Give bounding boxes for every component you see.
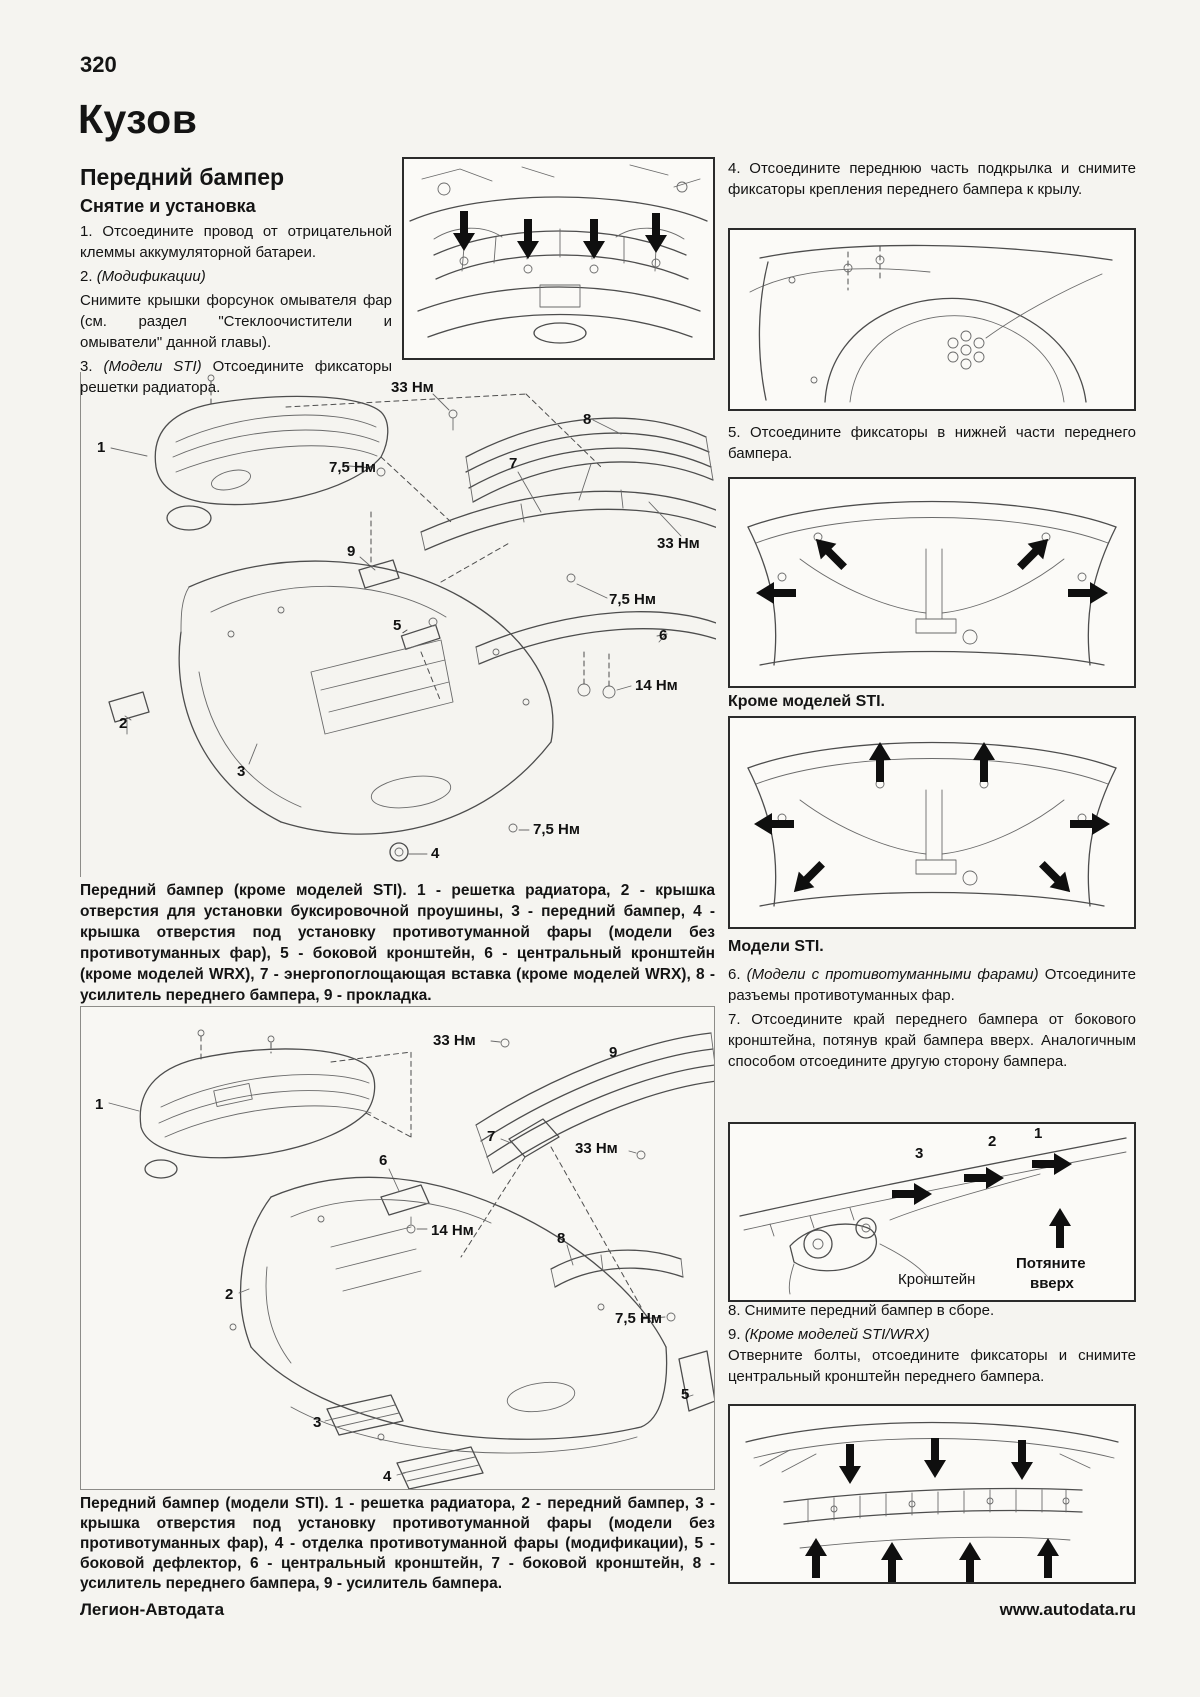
step-6-number: 6. [728, 966, 747, 983]
arrow-number-2: 2 [988, 1133, 997, 1150]
fig2-part-7: 7 [487, 1128, 496, 1145]
step-6-note: (Модели с противотуманными фарами) [746, 966, 1039, 983]
step-2-body: Снимите крышки форсунок омывателя фар (см. раздел "Стеклоочистители и омыватели" данной главы). [80, 292, 392, 351]
intro-column [80, 164, 392, 401]
pull-up-label-1: Потяните [1016, 1255, 1086, 1272]
fig1-torque-75-left: 7,5 Нм [329, 459, 376, 476]
fig2-part-1: 1 [95, 1096, 104, 1113]
step-7: 7. Отсоедините край переднего бампера от бокового кронштейна, потянув край бампера вверх. Аналогичным способом отсоедините другую сторону бампера. [728, 1011, 1136, 1070]
fig1-part-2: 2 [119, 715, 128, 732]
subsection-title: Снятие и установка [80, 196, 256, 216]
chapter-title: Кузов [78, 96, 198, 142]
fig1-part-6: 6 [659, 627, 668, 644]
figure-grille-clips [402, 157, 715, 360]
page-number: 320 [80, 52, 117, 77]
step-9-note: (Кроме моделей STI/WRX) [744, 1326, 930, 1343]
publisher-name: Легион-Автодата [80, 1600, 225, 1619]
fig1-torque-33-right: 33 Нм [657, 535, 700, 552]
fig2-torque-14: 14 Нм [431, 1222, 474, 1239]
fig1-part-1: 1 [97, 439, 106, 456]
figure-lower-clips-non-sti [728, 477, 1136, 688]
page-footer [80, 1600, 1136, 1620]
fig2-part-3: 3 [313, 1414, 322, 1431]
figure-2-caption: Передний бампер (модели STI). 1 - решетка радиатора, 2 - передний бампер, 3 - крышка отверстия под установку противотуманной фары (модели без противотуманных фар), 4 - отделка противотуманной фары (модификации), 5 - боковой дефлектор, 6 - центральный кронштейн, 7 - боковой кронштейн, 8 - усилитель переднего бампера, 9 - усилитель бампера. [80, 1495, 715, 1592]
step-3-note: (Модели STI) [103, 358, 202, 375]
fig1-part-3: 3 [237, 763, 246, 780]
steps-6-7 [728, 964, 1136, 1075]
fig1-part-9: 9 [347, 543, 356, 560]
fig2-part-6: 6 [379, 1152, 388, 1169]
fender-clips-drawing [730, 230, 1134, 409]
step-6 [728, 964, 1136, 1006]
step-9-number: 9. [728, 1326, 745, 1343]
fig2-part-5: 5 [681, 1386, 690, 1403]
lower-clips-sti-drawing [730, 718, 1134, 927]
center-bracket-drawing [730, 1406, 1134, 1582]
fig1-part-5: 5 [393, 617, 402, 634]
step-5: 5. Отсоедините фиксаторы в нижней части переднего бампера. [728, 424, 1136, 462]
lower-clips-non-sti-drawing [730, 479, 1134, 686]
figure-center-bracket [728, 1404, 1136, 1584]
fig2-part-4: 4 [383, 1468, 392, 1485]
website-url: www.autodata.ru [999, 1600, 1136, 1619]
fig2-torque-33-right: 33 Нм [575, 1140, 618, 1157]
fig1-torque-75-bottom: 7,5 Нм [533, 821, 580, 838]
step-4: 4. Отсоедините переднюю часть подкрылка и снимите фиксаторы крепления переднего бампера к крылу. [728, 160, 1136, 198]
fig2-part-2: 2 [225, 1286, 234, 1303]
figure-exploded-sti [80, 1006, 715, 1490]
fig1-torque-14: 14 Нм [635, 677, 678, 694]
fig2-part-8: 8 [557, 1230, 566, 1247]
fig1-part-4: 4 [431, 845, 440, 862]
steps-8-9 [728, 1300, 1136, 1390]
step-1: 1. Отсоедините провод от отрицательной клеммы аккумуляторной батареи. [80, 223, 392, 261]
figure-exploded-non-sti [80, 372, 716, 877]
fig2-torque-33-top: 33 Нм [433, 1032, 476, 1049]
fig2-part-9: 9 [609, 1044, 618, 1061]
exploded-sti-drawing [81, 1007, 714, 1489]
step-2 [80, 266, 392, 287]
clip-cluster [948, 331, 984, 369]
figure-fender-clips [728, 228, 1136, 411]
step-3-number: 3. [80, 358, 104, 375]
arrow-number-1: 1 [1034, 1125, 1043, 1142]
step-3-body: Отсоедините фиксаторы решетки радиатора. [80, 358, 392, 396]
fig1-part-8: 8 [583, 411, 592, 428]
step-6-body: Отсоедините разъемы противотуманных фар. [728, 966, 1136, 1004]
bracket-label: Кронштейн [898, 1271, 976, 1288]
grille-clips-drawing [404, 159, 713, 358]
section-title: Передний бампер [80, 164, 285, 190]
fig1-torque-33-top: 33 Нм [391, 379, 434, 396]
pull-up-label-2: вверх [1030, 1275, 1074, 1292]
step-2-note: (Модификации) [96, 268, 206, 285]
fig1-torque-75-mid: 7,5 Нм [609, 591, 656, 608]
fig2-torque-75: 7,5 Нм [615, 1310, 662, 1327]
step-8: 8. Снимите передний бампер в сборе. [728, 1302, 995, 1319]
fig1-part-7: 7 [509, 455, 518, 472]
figure-1-caption: Передний бампер (кроме моделей STI). 1 - решетка радиатора, 2 - крышка отверстия для установки буксировочной проушины, 3 - передний бампер, 4 - крышка отверстия под установку противотуманной фары (модели без противотуманных фар), 5 - боковой кронштейн, 6 - центральный кронштейн (кроме моделей WRX), 7 - энергопоглощающая вставка (кроме моделей WRX), 8 - усилитель переднего бампера, 9 - прокладка. [80, 882, 715, 1004]
arrow-number-3: 3 [915, 1145, 924, 1162]
figure-lower-clips-sti [728, 716, 1136, 929]
step-9 [728, 1324, 1136, 1387]
step-9-body: Отверните болты, отсоедините фиксаторы и снимите центральный кронштейн переднего бампера. [728, 1347, 1136, 1385]
label-non-sti: Кроме моделей STI. [728, 693, 885, 710]
step-2-number: 2. [80, 268, 97, 285]
figure-bracket-release [728, 1122, 1136, 1302]
label-sti: Модели STI. [728, 938, 824, 955]
